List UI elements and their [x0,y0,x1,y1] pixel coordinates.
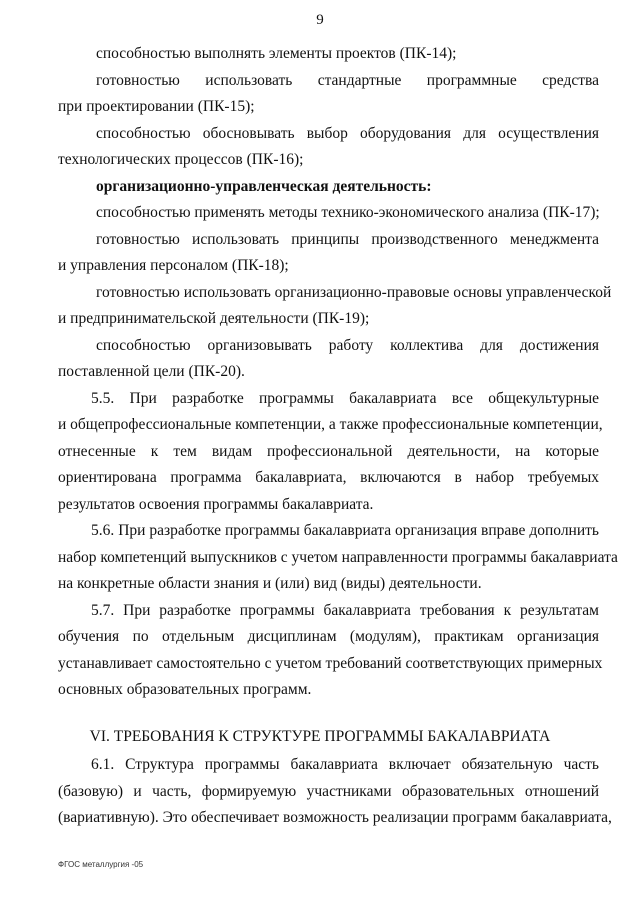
text-line: 5.7. При разработке программы бакалавриата требования к результатам [91,602,599,619]
text-line: 5.5. При разработке программы бакалавриата все общекультурные [91,390,599,407]
text-line: обучения по отдельным дисциплинам (модулям), практикам организация [58,628,599,645]
text-line: технологических процессов (ПК-16); [58,151,304,168]
text-line: и общепрофессиональные компетенции, а также профессиональные компетенции, [58,416,603,433]
text-line: и управления персоналом (ПК-18); [58,257,289,274]
text-line: способностью выполнять элементы проектов (ПК-14); [96,45,457,62]
text-line: готовностью использовать принципы производственного менеджмента [96,231,599,248]
text-line: набор компетенций выпускников с учетом направленности программы бакалавриата [58,549,618,566]
text-line: на конкретные области знания и (или) вид (виды) деятельности. [58,575,482,592]
section-heading: VI. ТРЕБОВАНИЯ К СТРУКТУРЕ ПРОГРАММЫ БАКАЛАВРИАТА [89,728,551,745]
text-line: (вариативную). Это обеспечивает возможность реализации программ бакалавриата, [58,809,612,826]
text-line: (базовую) и часть, формируемую участниками образовательных отношений [58,783,599,800]
text-line: способностью обосновывать выбор оборудования для осуществления [96,125,599,142]
text-line: 6.1. Структура программы бакалавриата включает обязательную часть [91,756,599,773]
section-subheading: организационно-управленческая деятельность: [96,178,432,195]
text-line: при проектировании (ПК-15); [58,98,255,115]
text-line: способностью организовывать работу коллектива для достижения [96,337,599,354]
text-line: готовностью использовать организационно-правовые основы управленческой [96,284,612,301]
text-line: поставленной цели (ПК-20). [58,363,245,380]
text-line: отнесенные к тем видам профессиональной деятельности, на которые [58,443,599,460]
text-line: 5.6. При разработке программы бакалавриата организация вправе дополнить [91,522,599,539]
text-line: готовностью использовать стандартные программные средства [96,72,599,89]
text-line: ориентирована программа бакалавриата, включаются в набор требуемых [58,469,599,486]
text-line: результатов освоения программы бакалавриата. [58,496,374,513]
page-number: 9 [316,12,324,28]
text-line: устанавливает самостоятельно с учетом требований соответствующих примерных [58,655,603,672]
text-line: и предпринимательской деятельности (ПК-19); [58,310,370,327]
text-line: основных образовательных программ. [58,681,312,698]
footer-note: ФГОС металлургия -05 [58,860,144,869]
text-line: способностью применять методы технико-экономического анализа (ПК-17); [96,204,600,221]
